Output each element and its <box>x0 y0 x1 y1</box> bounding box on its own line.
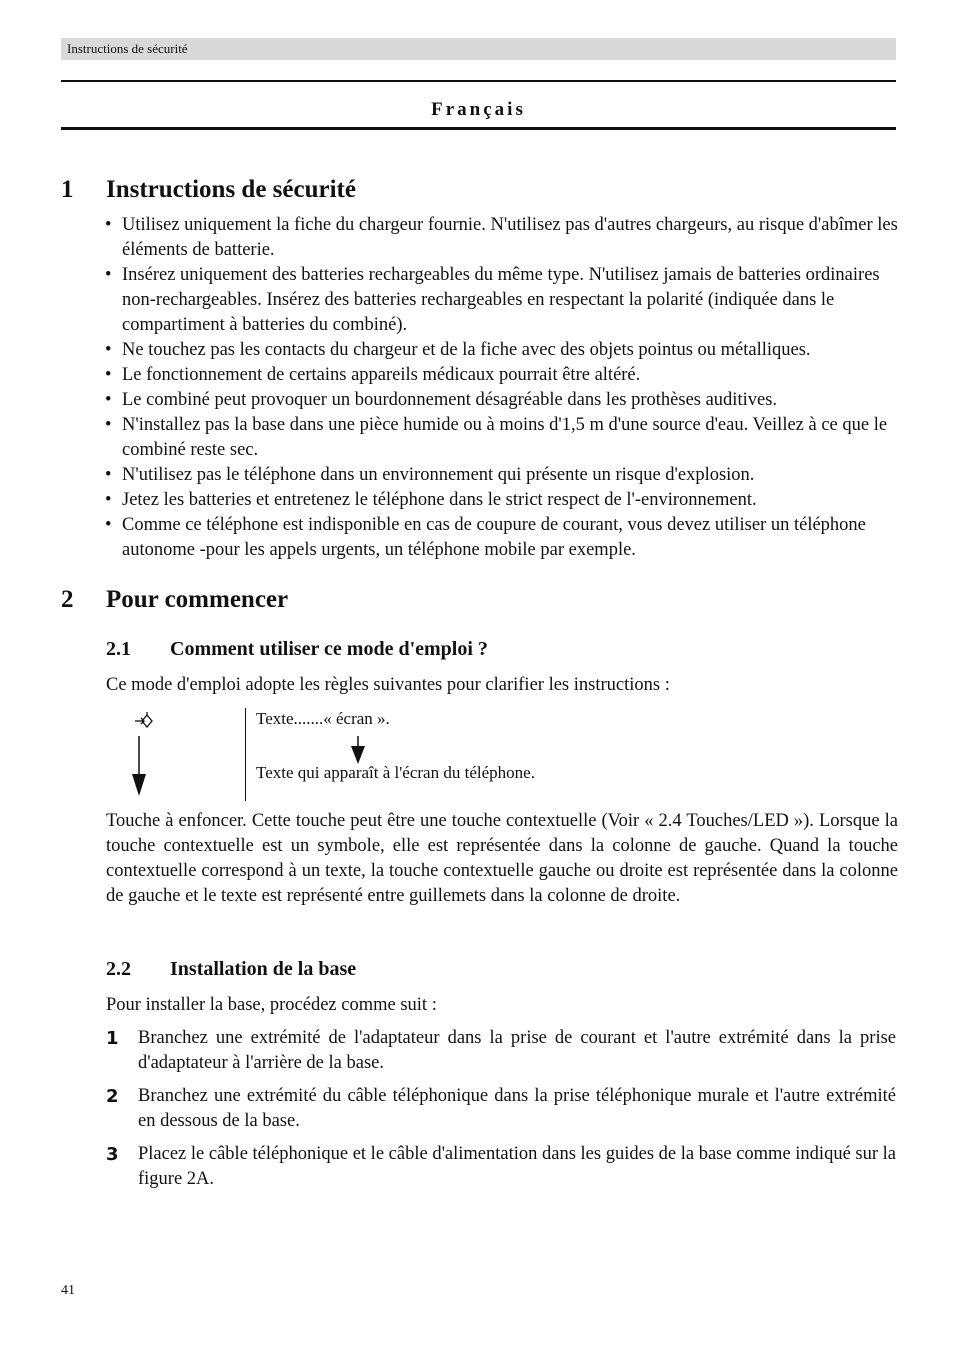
section-1-heading <box>61 176 356 204</box>
section-2-2-title: Installation de la base <box>170 958 357 980</box>
page-number: 41 <box>61 1283 75 1298</box>
list-item: • Utilisez uniquement la fiche du chargeur fournie. N'utilisez pas d'autres chargeurs, au risque d'abîmer les éléments de batterie. <box>105 213 900 263</box>
list-item: • N'installez pas la base dans une pièce humide ou à moins d'1,5 m d'une source d'eau. Veillez à ce que le combiné reste sec. <box>105 413 900 463</box>
top-rule <box>61 80 896 82</box>
language-rule <box>61 127 896 130</box>
list-item: • N'utilisez pas le téléphone dans un environnement qui présente un risque d'explosion. <box>105 463 900 488</box>
section-2-number: 2 <box>61 586 74 613</box>
conventions-table <box>106 708 896 801</box>
section-2-heading <box>61 586 288 614</box>
section-2-2-number: 2.2 <box>106 958 131 980</box>
section-1-number: 1 <box>61 176 74 203</box>
conventions-divider <box>245 708 246 801</box>
convention-screen-description: Texte qui apparaît à l'écran du téléphone. <box>256 763 535 782</box>
list-item <box>106 1142 896 1192</box>
section-2-2-heading <box>106 958 356 981</box>
list-item: • Le fonctionnement de certains appareils médicaux pourrait être altéré. <box>105 363 900 388</box>
section-2-title: Pour commencer <box>106 586 289 613</box>
list-item: • Insérez uniquement des batteries rechargeables du même type. N'utilisez jamais de batteries ordinaires non-rechargeables. Insérez des batteries rechargeables en respectant la polarité (indiquée dans le compartiment à batteries du combiné). <box>105 263 900 338</box>
section-2-1-intro: Ce mode d'emploi adopte les règles suivantes pour clarifier les instructions : <box>106 675 670 695</box>
installation-steps <box>106 1026 896 1200</box>
section-2-1-number: 2.1 <box>106 638 131 660</box>
list-item: • Jetez les batteries et entretenez le téléphone dans le strict respect de l'-environnement. <box>105 488 900 513</box>
list-item: • Comme ce téléphone est indisponible en cas de coupure de courant, vous devez utiliser un téléphone autonome -pour les appels urgents, un téléphone mobile par exemple. <box>105 513 900 563</box>
section-2-1-title: Comment utiliser ce mode d'emploi ? <box>170 638 488 660</box>
step-text: Branchez une extrémité de l'adaptateur dans la prise de courant et l'autre extrémité dans la prise d'adaptateur à l'arrière de la base. <box>138 1028 896 1073</box>
step-number: 1 <box>106 1028 119 1049</box>
safety-list <box>105 213 900 563</box>
key-press-icon <box>134 711 154 731</box>
step-text: Placez le câble téléphonique et le câble d'alimentation dans les guides de la base comme indiqué sur la figure 2A. <box>138 1144 896 1189</box>
section-2-2-intro: Pour installer la base, procédez comme suit : <box>106 995 437 1015</box>
list-item: • Ne touchez pas les contacts du chargeur et de la fiche avec des objets pointus ou métalliques. <box>105 338 900 363</box>
section-2-1-body: Touche à enfoncer. Cette touche peut être une touche contextuelle (Voir « 2.4 Touches/LED »). Lorsque la touche contextuelle est un symbole, elle est représentée dans la colonne de gauche. Quand la touche contextuelle correspond à un texte, la touche contextuelle gauche ou droite est représentée dans la colonne de gauche et le texte est représenté entre guillemets dans la colonne de droite. <box>106 811 898 906</box>
running-header <box>61 38 896 60</box>
list-item <box>106 1026 896 1076</box>
step-number: 3 <box>106 1144 119 1165</box>
arrow-down-icon <box>130 736 148 798</box>
section-1-title: Instructions de sécurité <box>106 176 356 203</box>
step-number: 2 <box>106 1086 119 1107</box>
convention-screen-text: Texte.......« écran ». <box>256 709 390 728</box>
list-item <box>106 1084 896 1134</box>
language-title: Français <box>431 99 526 120</box>
section-2-1-heading <box>106 638 488 661</box>
step-text: Branchez une extrémité du câble téléphonique dans la prise téléphonique murale et l'autre extrémité en dessous de la base. <box>138 1086 896 1131</box>
running-header-title: Instructions de sécurité <box>67 41 188 56</box>
list-item: • Le combiné peut provoquer un bourdonnement désagréable dans les prothèses auditives. <box>105 388 900 413</box>
